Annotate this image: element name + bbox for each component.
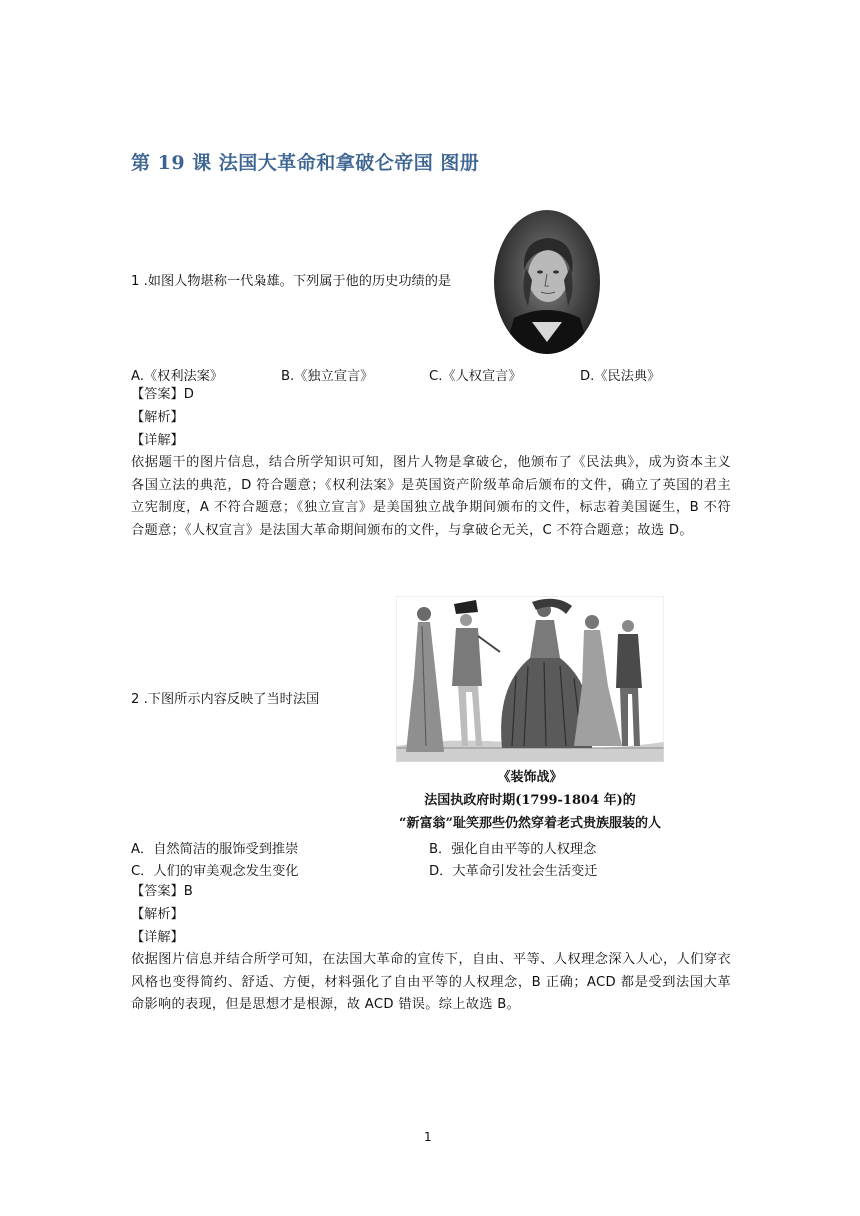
q1-analysis-label: 【解析】 xyxy=(131,410,184,425)
q2-option-d: D．大革命引发社会生活变迁 xyxy=(429,864,598,879)
page-number: 1 xyxy=(424,1130,432,1144)
q1-option-c: C.《人权宣言》 xyxy=(429,369,522,384)
image-caption-line-2: “新富翁”耻笑那些仍然穿着老式贵族服装的人 xyxy=(399,816,661,831)
image-caption-line-1: 法国执政府时期(1799-1804 年)的 xyxy=(424,793,636,808)
napoleon-portrait-image xyxy=(494,210,600,354)
q2-explanation: 依据图片信息并结合所学可知，在法国大革命的宣传下，自由、平等、人权理念深入人心，人们穿衣风格也变得简约、舒适、方便，材料强化了自由平等的人权理念，B 正确；ACD 都是受到法国大革命影响的表现，但是思想才是根源，故 ACD 错误。综上故选 B。 xyxy=(131,952,731,1013)
q1-option-d: D.《民法典》 xyxy=(580,369,661,384)
q2-option-b: B．强化自由平等的人权理念 xyxy=(429,842,597,857)
q2-detail-label: 【详解】 xyxy=(131,930,184,945)
q1-option-b: B.《独立宣言》 xyxy=(281,369,374,384)
q1-stem: 1 .如图人物堪称一代枭雄。下列属于他的历史功绩的是 xyxy=(131,274,452,289)
q2-analysis-label: 【解析】 xyxy=(131,907,184,922)
image-caption-title: 《装饰战》 xyxy=(497,770,563,785)
q1-option-a: A.《权利法案》 xyxy=(131,369,224,384)
q1-explanation: 依据题干的图片信息，结合所学知识可知，图片人物是拿破仑，他颁布了《民法典》，成为资本主义各国立法的典范，D 符合题意；《权利法案》是英国资产阶级革命后颁布的文件，确立了英国的君主立宪制度，A 不符合题意；《独立宣言》是美国独立战争期间颁布的文件，标志着美国诞生，B 不符合题意；《人权宣言》是法国大革命期间颁布的文件，与拿破仑无关，C 不符合题意；故选 D。 xyxy=(131,455,731,538)
q2-option-a: A．自然简洁的服饰受到推崇 xyxy=(131,842,299,857)
q2-answer: 【答案】B xyxy=(131,884,193,899)
page-title: 第 19 课 法国大革命和拿破仑帝国 图册 xyxy=(131,152,480,174)
q1-answer: 【答案】D xyxy=(131,387,194,402)
q2-stem: 2 .下图所示内容反映了当时法国 xyxy=(131,692,320,707)
q2-option-c: C．人们的审美观念发生变化 xyxy=(131,864,299,879)
fashion-war-engraving-image xyxy=(396,596,664,762)
q1-detail-label: 【详解】 xyxy=(131,433,184,448)
